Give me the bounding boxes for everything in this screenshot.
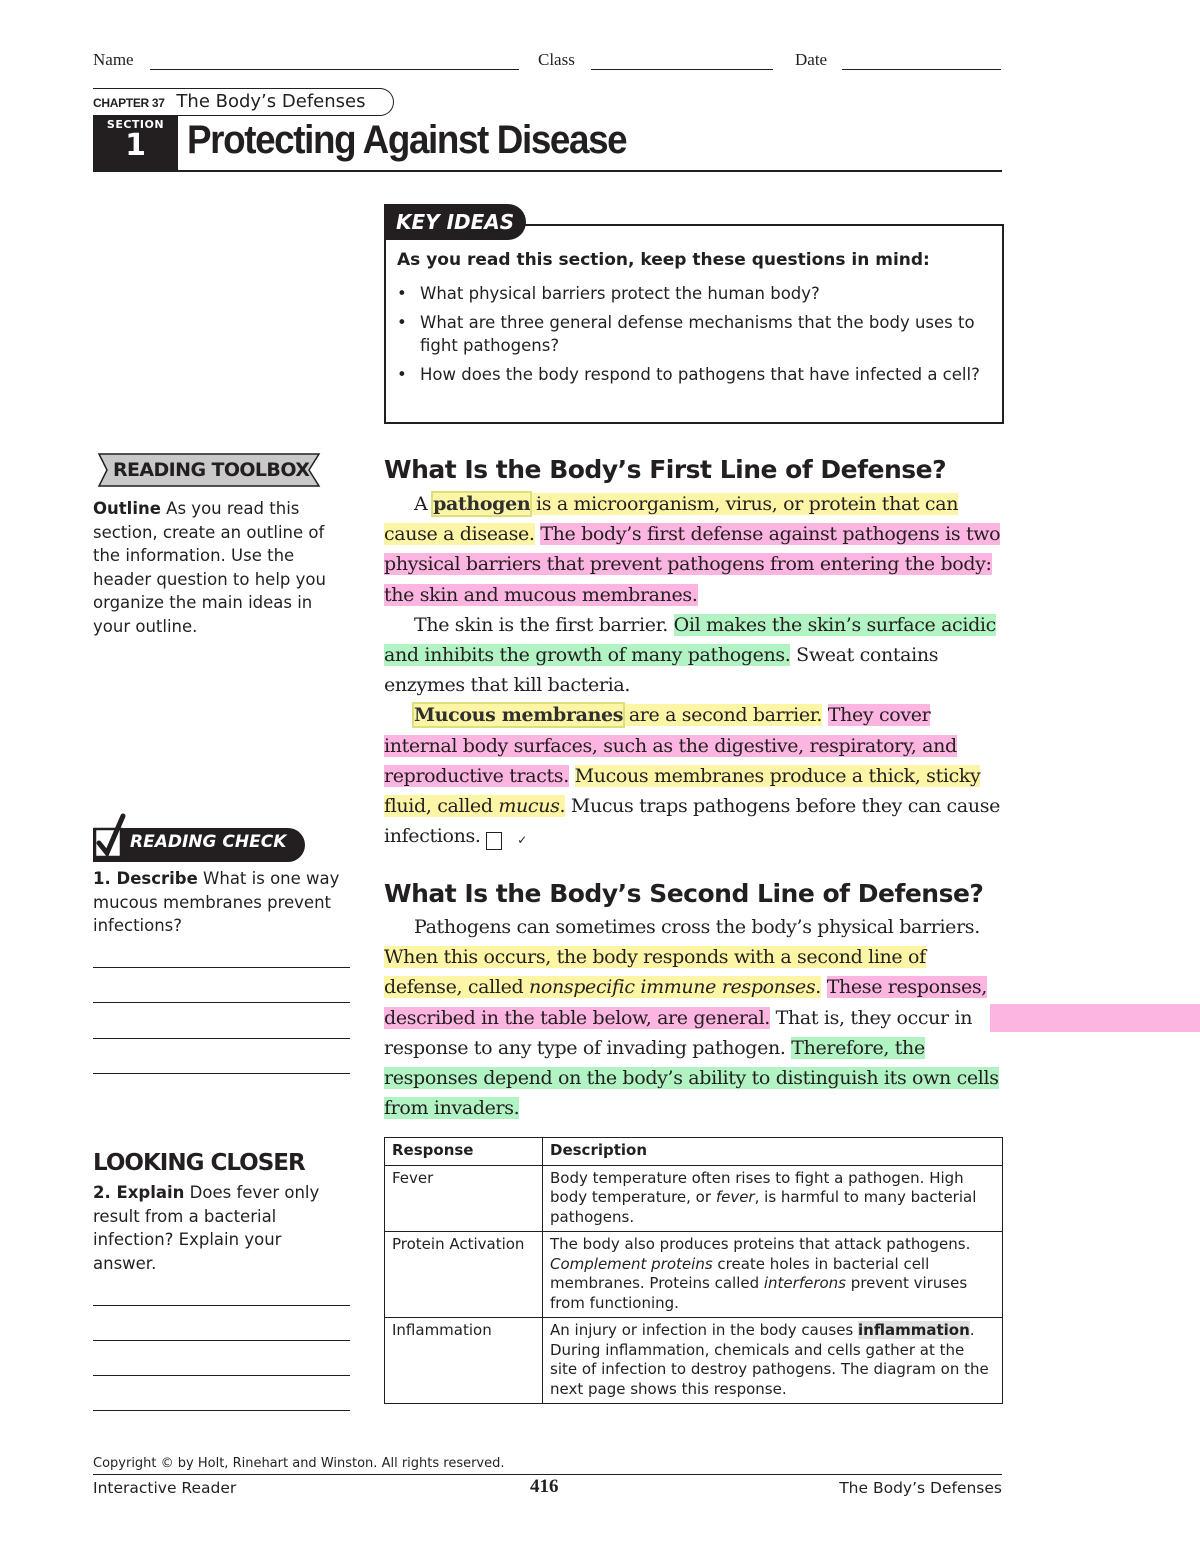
term-interferons: interferons: [763, 1274, 847, 1292]
term-inflammation: inflammation: [858, 1321, 970, 1339]
text-run: create holes in bacterial cell membranes. Proteins called: [550, 1254, 930, 1292]
chapter-banner: [93, 88, 394, 116]
description-cell: [543, 1165, 1003, 1232]
text-run: . During inflammation, chemicals and cells gather at the site of infection to destroy pathogens. The diagram on the next page shows this response.: [550, 1321, 989, 1398]
responses-table: [384, 1137, 1003, 1404]
description-cell: [543, 1232, 1003, 1318]
text-run: Body temperature often rises to fight a pathogen. High body temperature, or: [550, 1168, 964, 1206]
text-run: A: [414, 493, 434, 515]
key-idea-item: • What are three general defense mechanisms that the body uses to fight pathogens?: [397, 311, 997, 357]
second-line-heading: What Is the Body’s Second Line of Defense?: [384, 879, 984, 908]
answer-line[interactable]: [93, 1375, 350, 1376]
column-header-response: Response: [385, 1138, 543, 1166]
question-verb: Describe: [116, 869, 198, 888]
text-run: , is harmful to many bacterial pathogens.: [550, 1188, 977, 1226]
answer-line[interactable]: [93, 1305, 350, 1306]
reading-check-marker-icon: ✓: [486, 832, 502, 850]
table-row: [385, 1165, 1003, 1232]
table-header-row: [385, 1138, 1003, 1166]
key-ideas-intro: As you read this section, keep these questions in mind:: [397, 250, 930, 270]
text-run: An injury or infection in the body causes: [550, 1321, 859, 1339]
reading-check-tag: READING CHECK: [130, 832, 287, 852]
text-run: Mucous membranes produce a thick, sticky fluid, called: [384, 764, 981, 818]
paragraph: [384, 489, 1004, 610]
response-cell: Fever: [385, 1165, 543, 1232]
description-cell: [543, 1318, 1003, 1404]
footer-chapter-title: The Body’s Defenses: [839, 1479, 1002, 1497]
highlight-pink: They cover internal body surfaces, such as the digestive, respiratory, and reproductive tracts.: [384, 704, 957, 787]
text-run: Mucus traps pathogens before they can cause infections.: [384, 795, 1000, 848]
text-run: When this occurs, the body responds with a second line of defense, called: [384, 946, 926, 999]
reading-toolbox-text: [93, 497, 348, 638]
checkmark-icon: [93, 813, 129, 861]
response-cell: Inflammation: [385, 1318, 543, 1404]
term-pathogen: pathogen: [433, 493, 531, 515]
term-mucus: mucus: [498, 795, 560, 818]
date-field-line[interactable]: [842, 69, 1001, 70]
name-field-line[interactable]: [150, 69, 519, 70]
reading-check-question: [93, 867, 348, 938]
key-idea-item: • What physical barriers protect the human body?: [397, 282, 997, 305]
term-complement-proteins: Complement proteins: [550, 1254, 713, 1273]
term-nonspecific-immune-responses: nonspecific immune responses: [528, 976, 816, 999]
column-header-description: Description: [543, 1138, 1003, 1166]
answer-line[interactable]: [93, 1410, 350, 1411]
highlight-pink: The body’s first defense against pathogens is two physical barriers that prevent pathogens from entering the body: the skin and mucous membranes.: [384, 523, 1001, 606]
date-label: Date: [795, 50, 828, 69]
answer-line[interactable]: [93, 1340, 350, 1341]
answer-line[interactable]: [93, 967, 350, 968]
looking-closer-question: [93, 1181, 348, 1275]
chapter-label: CHAPTER 37: [93, 96, 165, 110]
highlight-yellow: are a second barrier.: [623, 704, 823, 727]
text-run: That is, they occur in response to any type of invading pathogen.: [384, 1006, 973, 1059]
text-run: Sweat contains enzymes that kill bacteria.: [384, 644, 939, 697]
key-idea-item: • How does the body respond to pathogens that have infected a cell?: [397, 363, 997, 386]
outline-term: Outline: [93, 499, 161, 518]
paragraph: [384, 610, 1004, 701]
first-line-body: [384, 489, 1004, 851]
question-number: 2.: [93, 1183, 111, 1202]
footer-book-title: Interactive Reader: [93, 1479, 237, 1497]
term-mucous-membranes: Mucous membranes: [414, 704, 624, 727]
class-label: Class: [538, 50, 575, 69]
looking-closer-heading: LOOKING CLOSER: [93, 1150, 305, 1176]
table-row: [385, 1232, 1003, 1318]
name-label: Name: [93, 50, 134, 69]
text-run: .: [815, 976, 821, 999]
highlight-green: Oil makes the skin’s surface acidic and inhibits the growth of many pathogens.: [384, 613, 996, 667]
paragraph: [384, 700, 1004, 851]
table-row: [385, 1318, 1003, 1404]
footer-divider: [93, 1474, 1002, 1475]
text-run: .: [559, 795, 566, 818]
key-ideas-list: [397, 282, 997, 392]
section-badge: [93, 115, 178, 172]
answer-line[interactable]: [93, 1073, 350, 1074]
section-number: 1: [125, 128, 146, 163]
highlight-pink: These responses, described in the table below, are general.: [384, 976, 987, 1029]
answer-line[interactable]: [93, 1038, 350, 1039]
highlight-green: Therefore, the responses depend on the body’s ability to distinguish its own cells from invaders.: [384, 1036, 999, 1120]
paragraph: [384, 912, 1004, 1123]
answer-line[interactable]: [93, 1002, 350, 1003]
text-run: Pathogens can sometimes cross the body’s physical barriers.: [414, 916, 980, 938]
second-line-body: [384, 912, 1004, 1123]
key-ideas-tag: KEY IDEAS: [384, 204, 526, 240]
text-run: [822, 704, 828, 726]
question-text: What is one way mucous membranes prevent infections?: [93, 869, 340, 935]
text-run: prevent viruses from functioning.: [550, 1274, 968, 1312]
question-number: 1.: [93, 869, 111, 888]
section-label: SECTION: [106, 118, 165, 131]
page-title: Protecting Against Disease: [187, 118, 627, 162]
reading-toolbox-tag: READING TOOLBOX: [113, 459, 310, 481]
term-fever: fever: [715, 1188, 755, 1206]
title-divider: [178, 170, 1002, 172]
highlight-yellow: is a microorganism, virus, or protein that can cause a disease.: [384, 493, 959, 546]
page-number: 416: [530, 1476, 559, 1497]
text-run: The body also produces proteins that attack pathogens.: [550, 1235, 971, 1253]
copyright-notice: Copyright © by Holt, Rinehart and Winston. All rights reserved.: [93, 1456, 505, 1471]
first-line-heading: What Is the Body’s First Line of Defense?: [384, 455, 947, 484]
question-text: Does fever only result from a bacterial infection? Explain your answer.: [93, 1183, 320, 1273]
response-cell: Protein Activation: [385, 1232, 543, 1318]
text-run: The skin is the first barrier.: [414, 613, 674, 636]
chapter-title: The Body’s Defenses: [176, 91, 366, 112]
text-run: [821, 976, 827, 998]
outline-instructions: As you read this section, create an outline of the information. Use the header question to help you organize the main ideas in your outline.: [93, 499, 326, 636]
class-field-line[interactable]: [591, 69, 773, 70]
question-verb: Explain: [116, 1183, 185, 1202]
highlight-overflow-stroke: [990, 1004, 1200, 1032]
